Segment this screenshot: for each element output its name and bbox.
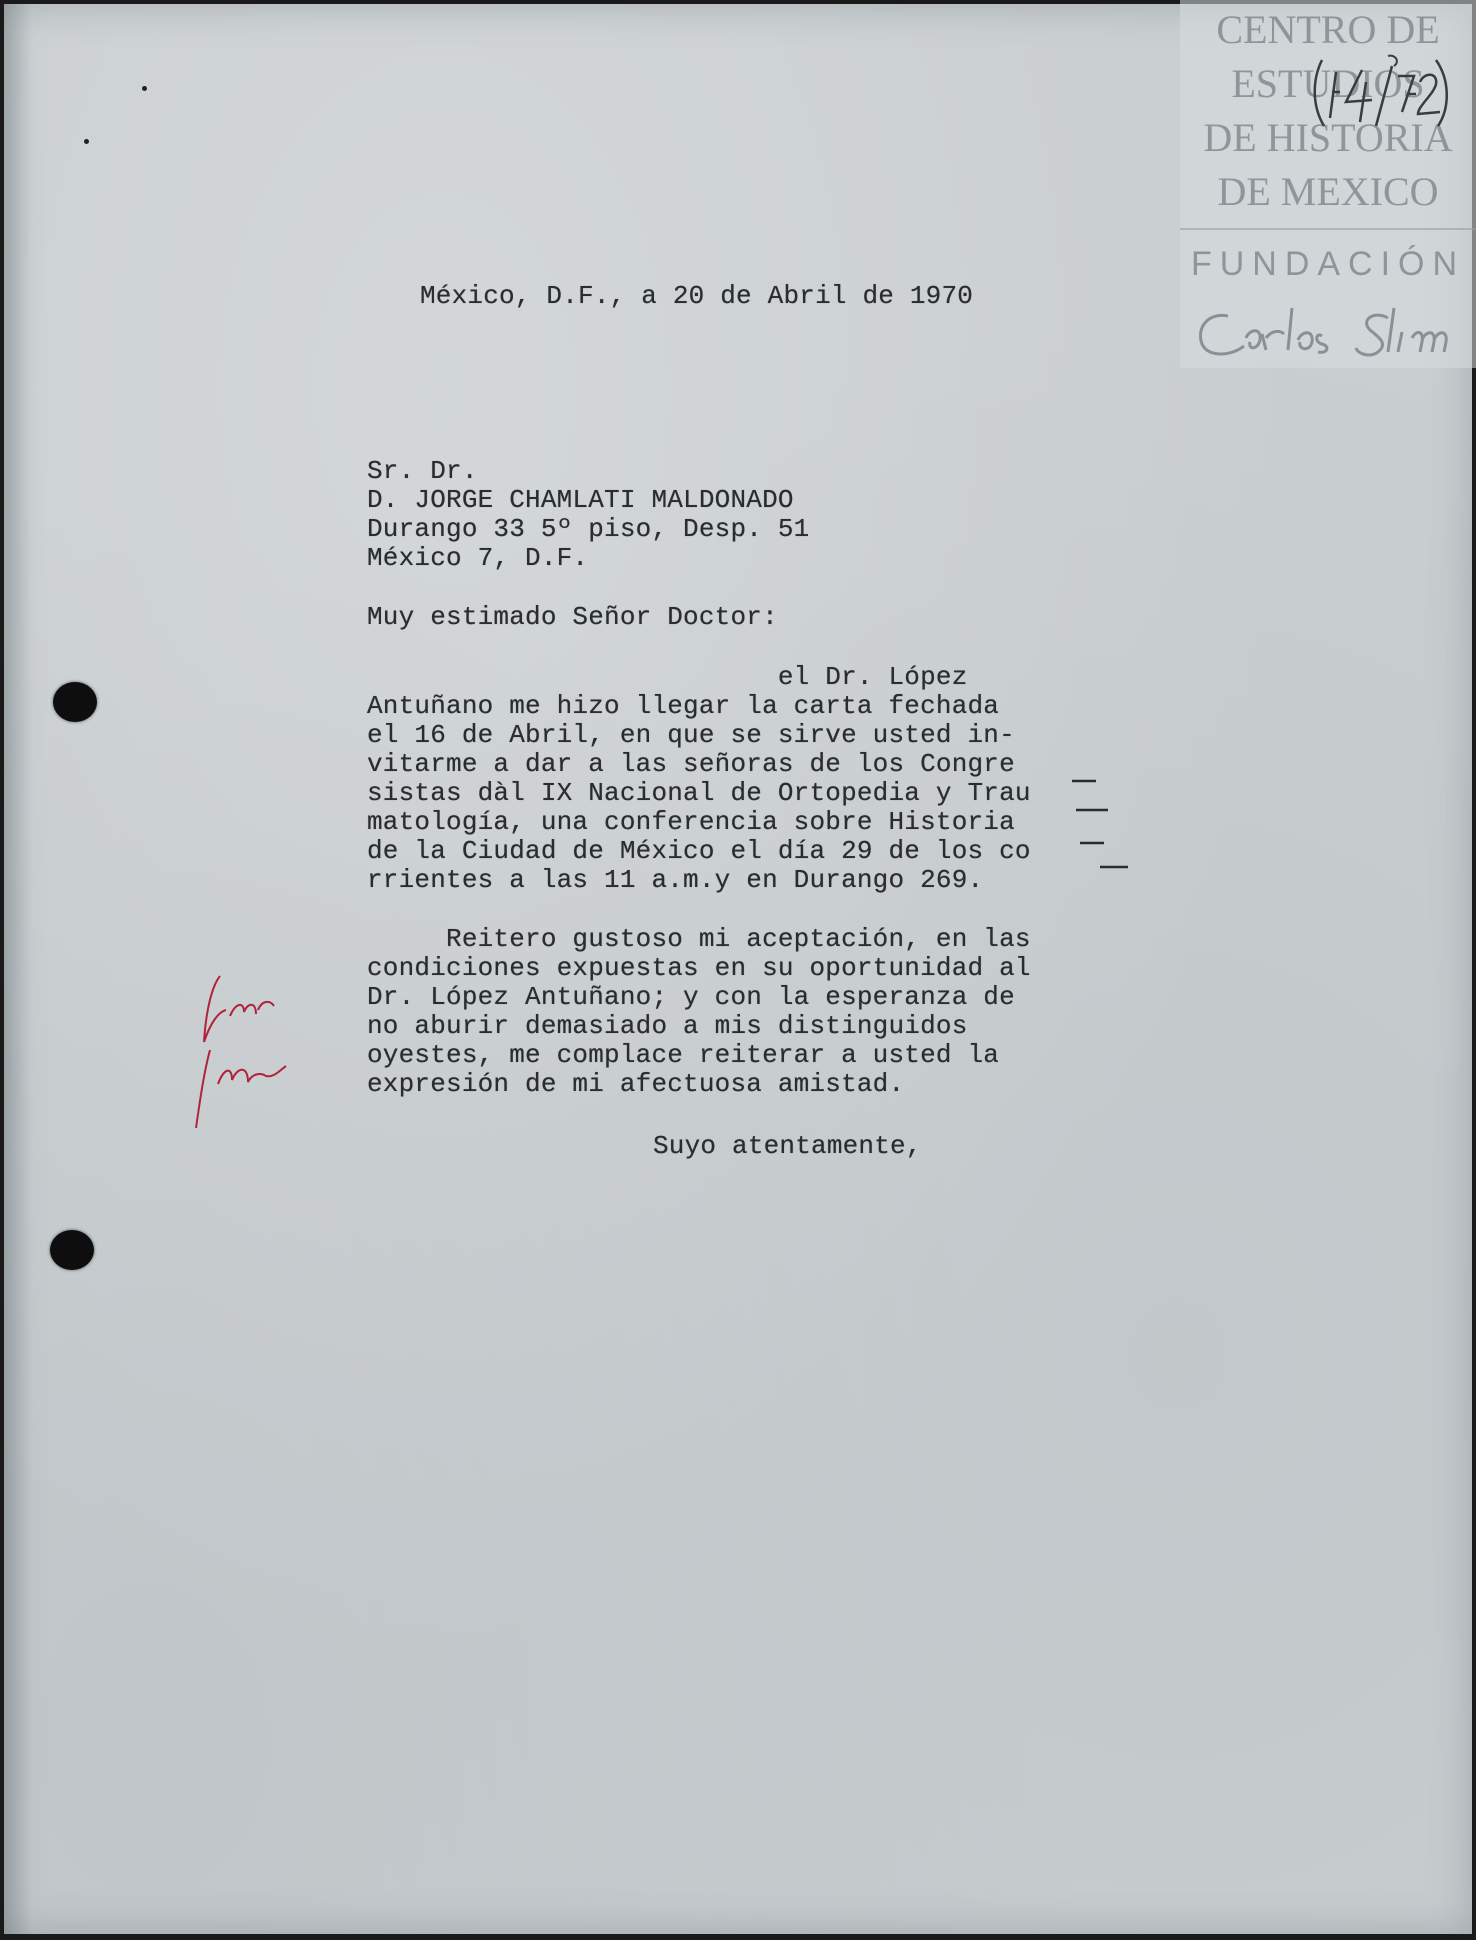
typed-correction-marks	[360, 635, 1140, 895]
address-line: D. JORGE CHAMLATI MALDONADO	[367, 485, 794, 515]
paragraph-line: expresión de mi afectuosa amistad.	[367, 1069, 905, 1099]
margin-initials-handwritten-logo	[190, 972, 300, 1132]
watermark-line: ESTUDIOS	[1231, 61, 1425, 106]
paragraph-line: de la Ciudad de México el día 29 de los co	[367, 836, 1031, 866]
paragraph-line: el 16 de Abril, en que se sirve usted in-	[367, 720, 1015, 750]
paragraph-line: vitarme a dar a las señoras de los Congre	[367, 749, 1015, 779]
paragraph-line: matología, una conferencia sobre Historia	[367, 807, 1015, 837]
watermark-signature-logo	[1188, 298, 1476, 368]
paragraph-line: rrientes a las 11 a.m.y en Durango 269.	[367, 865, 984, 895]
paragraph-line: Dr. López Antuñano; y con la esperanza de	[367, 982, 1015, 1012]
paper-edge-shadow	[4, 4, 32, 1934]
watermark-line: DE MEXICO	[1217, 169, 1439, 214]
watermark-foundation: FUNDACIÓN	[1190, 245, 1466, 283]
watermark-line: CENTRO DE	[1216, 7, 1440, 52]
paragraph-line: sistas dàl IX Nacional de Ortopedia y Trau	[367, 778, 1031, 808]
watermark-divider	[1180, 228, 1476, 230]
letter-closing: Suyo atentamente,	[653, 1131, 922, 1161]
paragraph-line: condiciones expuestas en su oportunidad al	[367, 953, 1031, 983]
punch-hole-top	[53, 682, 97, 722]
paragraph-line: Reitero gustoso mi aceptación, en las	[367, 924, 1031, 954]
letter-paragraph-2	[367, 925, 1031, 1099]
recipient-address	[367, 457, 809, 573]
watermark-line: DE HISTORIA	[1203, 115, 1453, 160]
address-line: Durango 33 5º piso, Desp. 51	[367, 514, 810, 544]
paragraph-line: Antuñano me hizo llegar la carta fechada	[367, 691, 1000, 721]
address-line: Sr. Dr.	[367, 456, 478, 486]
handwritten-reference-note-logo	[1310, 52, 1450, 132]
paper-speck	[142, 86, 147, 91]
letter-dateline: México, D.F., a 20 de Abril de 1970	[420, 281, 974, 311]
paragraph-line: no aburir demasiado a mis distinguidos	[367, 1011, 968, 1041]
address-line: México 7, D.F.	[367, 543, 589, 573]
letter-salutation: Muy estimado Señor Doctor:	[367, 602, 778, 632]
paper-speck	[84, 139, 89, 144]
paragraph-line: oyestes, me complace reiterar a usted la	[367, 1040, 1000, 1070]
punch-hole-bottom	[50, 1230, 94, 1270]
paragraph-line: el Dr. López	[367, 662, 968, 692]
